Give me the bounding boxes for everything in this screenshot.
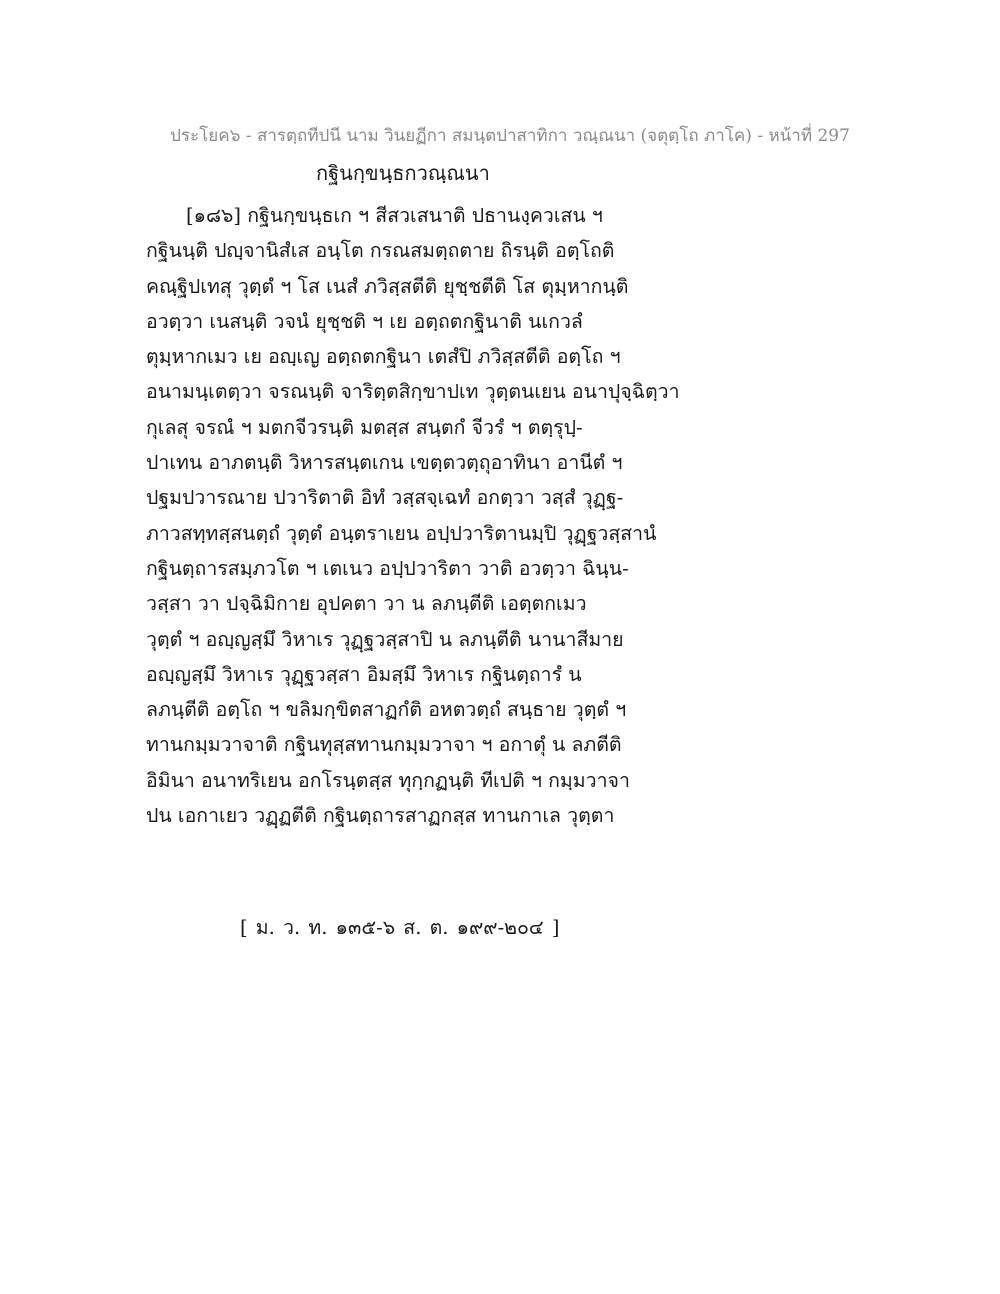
text-line: อนามนฺเตตฺวา จรณนฺติ จาริตฺตสิกฺขาปเท วุตฺตนเยน อนาปุจฺฉิตฺวา — [146, 380, 680, 404]
text-line: ปน เอกาเยว วฏฺฏตีติ กฐินตฺถารสาฏกสฺส ทานกาเล วุตฺตา — [146, 804, 615, 828]
text-line: อิมินา อนาทริเยน อกโรนฺตสฺส ทุกฺกฏนฺติ ทีเปติ ฯ กมฺมวาจา — [146, 768, 630, 792]
text-line: อญฺญสฺมึ วิหาเร วุฏฺฐวสฺสา อิมสฺมึ วิหาเร กฐินตฺถารํ น — [146, 662, 582, 686]
running-header: ประโยค๖ - สารตฺถทีปนี นาม วินยฏีกา สมนฺตปาสาทิกา วณฺณนา (จตุตฺโถ ภาโค) - หน้าที่ 297 — [170, 126, 850, 146]
text-line: อวตฺวา เนสนฺติ วจนํ ยุชฺชติ ฯ เย อตฺถตกฐินาติ นเกวลํ — [146, 309, 583, 333]
section-title: กฐินกฺขนฺธกวณฺณนา — [316, 161, 490, 185]
text-line: กฐินตฺถารสมฺภวโต ฯ เตเนว อปฺปวาริตา วาติ อวตฺวา ฉินฺน- — [146, 556, 629, 580]
text-line: ปฐมปวารณาย ปวาริตาติ อิทํ วสฺสจฺเฉทํ อกตฺวา วสฺสํ วุฏฺฐ- — [146, 486, 624, 510]
source-reference: [ ม. ว. ท. ๑๓๕-๖ ส. ต. ๑๙๙-๒๐๔ ] — [240, 916, 560, 939]
text-line: ตุมฺหากเมว เย อญฺเญ อตฺถตกฐินา เตสํปิ ภวิสฺสตีติ อตฺโถ ฯ — [146, 345, 621, 369]
body-text — [146, 198, 706, 833]
text-line: ปาเทน อาภตนฺติ วิหารสนฺตเกน เขตฺตวตฺถุอาทินา อานีตํ ฯ — [146, 451, 623, 475]
text-line: กุเลสุ จรณํ ฯ มตกจีวรนฺติ มตสฺส สนฺตกํ จีวรํ ฯ ตตฺรุปฺ- — [146, 415, 583, 439]
text-line: [๑๘๖] กฐินกฺขนฺธเก ฯ สีสวเสนาติ ปธานงฺควเสน ฯ — [186, 204, 603, 227]
text-line: คณฺฐิปเทสุ วุตฺตํ ฯ โส เนสํ ภวิสฺสตีติ ยุชฺชตีติ โส ตุมฺหากนฺติ — [146, 274, 629, 298]
text-line: วสฺสา วา ปจฺฉิมิกาย อุปคตา วา น ลภนฺตีติ เอตฺตกเมว — [146, 592, 587, 616]
text-line: วุตฺตํ ฯ อญฺญสฺมึ วิหาเร วุฏฺฐวสฺสาปิ น ลภนฺตีติ นานาสีมาย — [146, 627, 624, 651]
text-line: ลภนฺตีติ อตฺโถ ฯ ขลิมกฺขิตสาฏกํติ อหตวตฺถํ สนฺธาย วุตฺตํ ฯ — [146, 698, 627, 722]
text-line: ทานกมฺมวาจาติ กฐินทุสฺสทานกมฺมวาจา ฯ อกาตุํ น ลภตีติ — [146, 733, 622, 757]
text-line: ภาวสทฺทสฺสนตฺถํ วุตฺตํ อนฺตราเยน อปฺปวาริตานมฺปิ วุฏฺฐวสฺสานํ — [146, 521, 657, 545]
text-line: กฐินนฺติ ปญฺจานิสํเส อนฺโต กรณสมตฺถตาย ถิรนฺติ อตฺโถติ — [146, 239, 615, 263]
